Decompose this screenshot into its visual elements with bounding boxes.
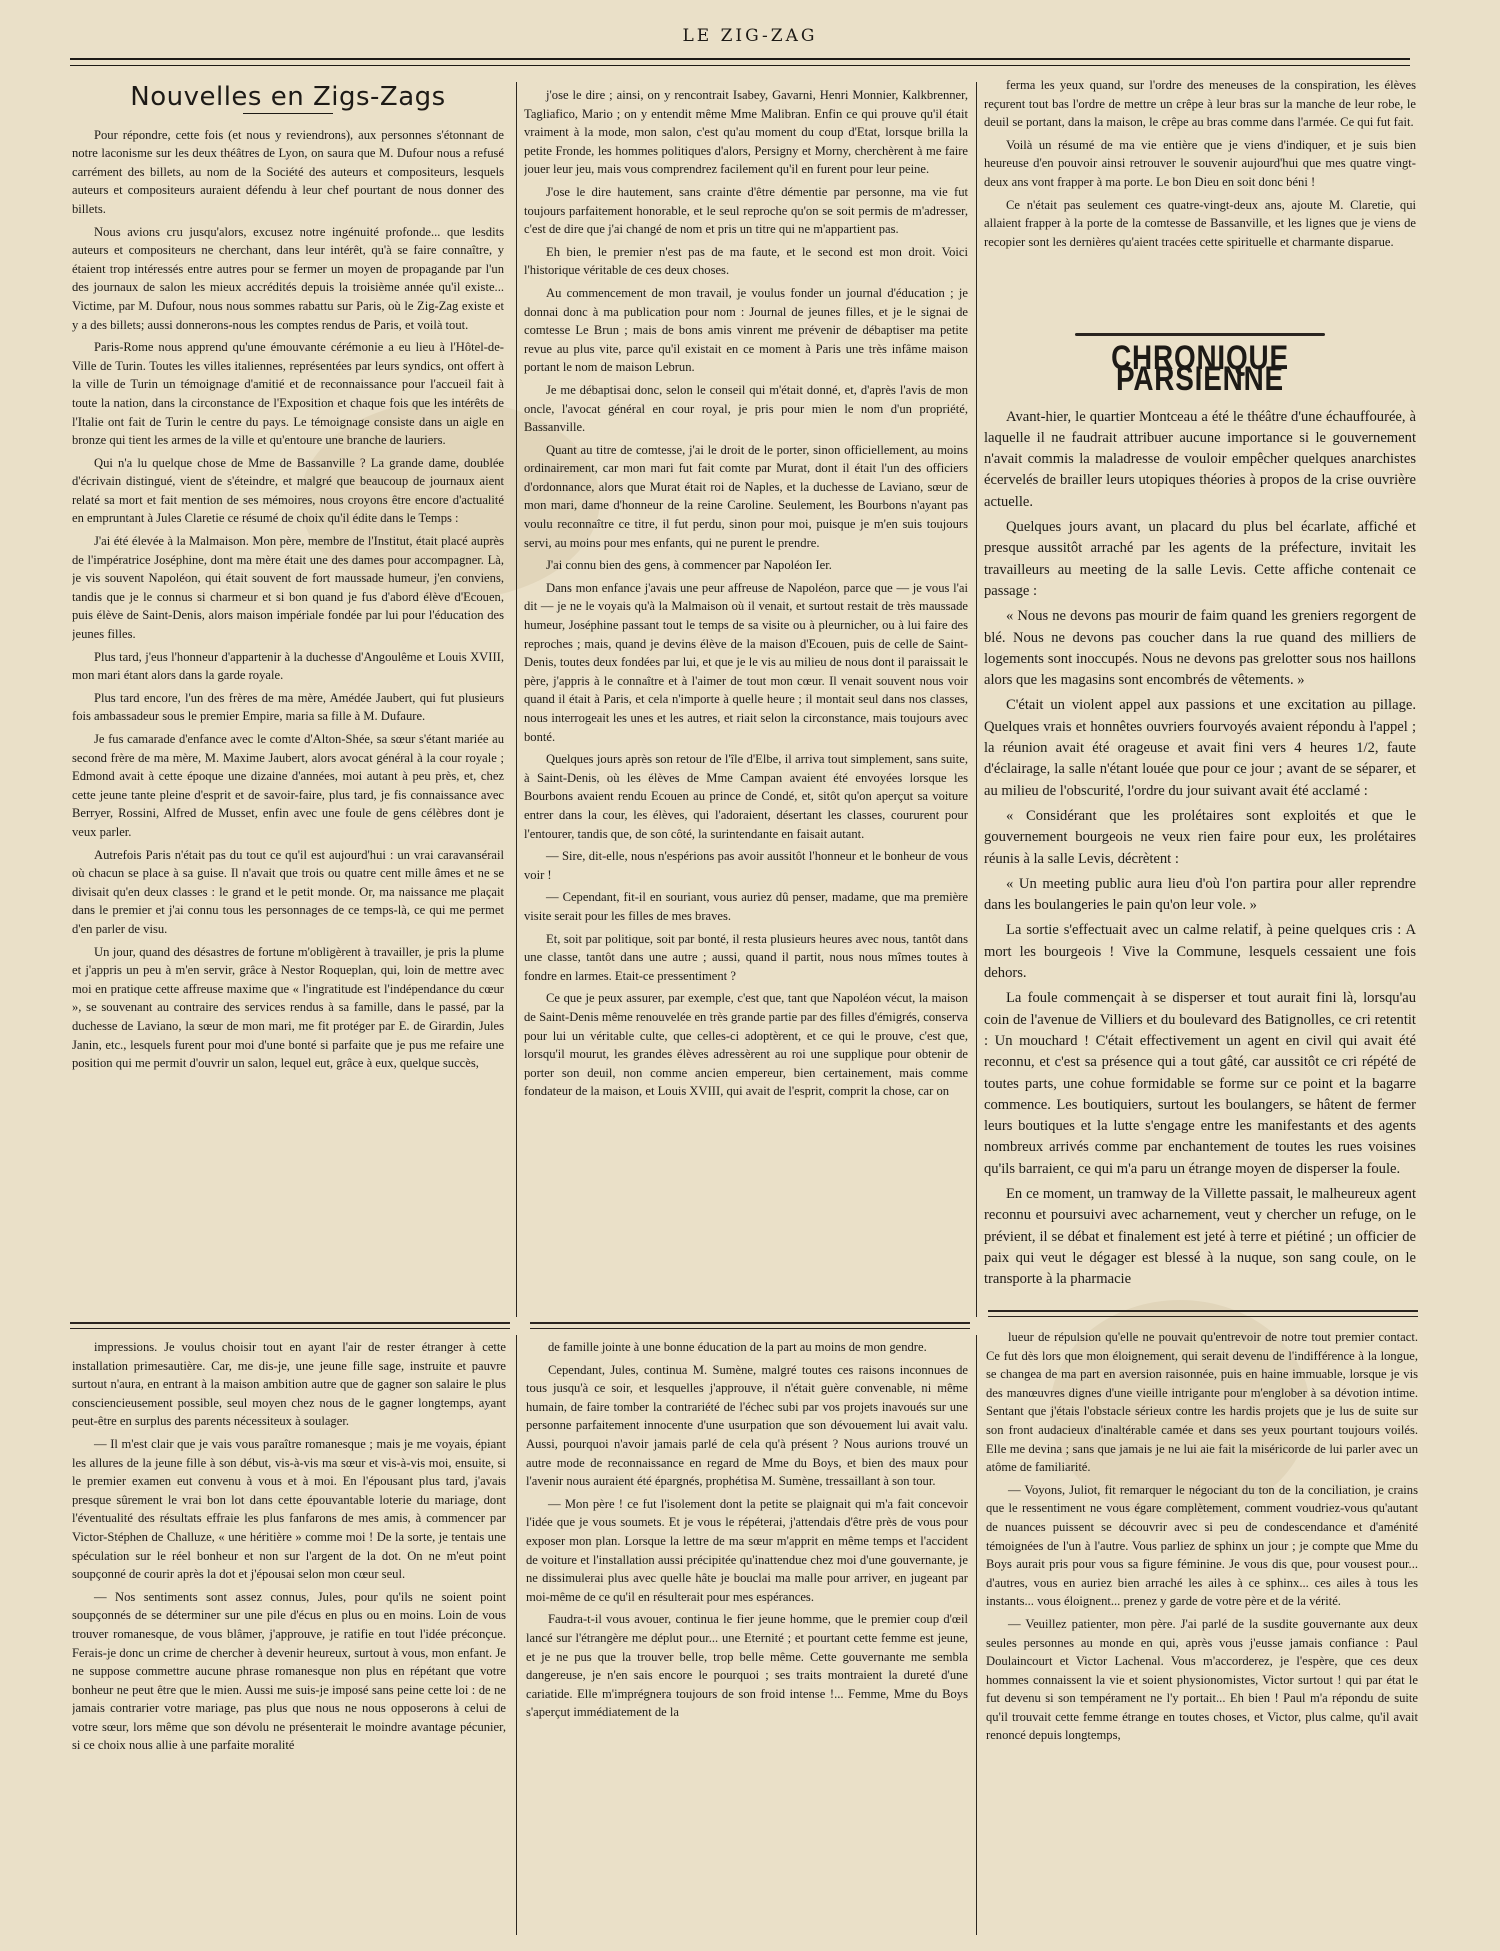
- column-divider: [976, 1335, 977, 1935]
- paragraph: « Considérant que les prolétaires sont exploités et que le gouvernement bourgeois ne veux rien faire pour eux, les prolétaires réunis à la salle Levis, décrètent :: [984, 807, 1416, 867]
- feuilleton-middle: [526, 1338, 968, 1938]
- paragraph: Cependant, Jules, continua M. Sumène, malgré toutes ces raisons inconnues de tous jusqu'à ce soir, et lesquelles j'approuve, il n'était guère convenable, ni même humain, de faire tomber la contrariété de l'échec subi par vos projets inavoués sur une personne parfaitement innocente d'une usurpation que son dévouement lui avait valu. Aussi, pourquoi n'avoir jamais parlé de cela qu'à présent ? Nous aurions trouvé un autre mode de reconnaissance en regard de Mme du Boys, et bien des maux pour l'avenir nous auraient été épargnés, prophétisa M. Sumène, tressaillant à son tour.: [526, 1362, 968, 1489]
- paragraph: ferma les yeux quand, sur l'ordre des meneuses de la conspiration, les élèves reçurent tout bas l'ordre de mettre un crêpe à leur bras sur la manche de leur robe, le deuil se portant, dans la maison, le crêpe au bras comme dans l'armée. Ce qui fut fait.: [984, 78, 1416, 130]
- paragraph: J'ai été élevée à la Malmaison. Mon père, membre de l'Institut, était placé auprès de l'impératrice Joséphine, dont ma mère était une des dames pour accompagner. Là, je vis souvent Napoléon, qui était souvent de fort maussade humeur, j'en conviens, tandis que je le connus si charmeur et si bon quand je fus d'abord élève d'Ecouen, puis élève de Saint-Denis, alors maison impériale fondée par lui pour l'éducation des jeunes filles.: [72, 534, 504, 642]
- paragraph: Plus tard encore, l'un des frères de ma mère, Amédée Jaubert, qui fut plusieurs fois ambassadeur sous le premier Empire, maria sa fille à M. Dufaure.: [72, 690, 504, 724]
- title-rule: [243, 113, 333, 114]
- paragraph: Faudra-t-il vous avouer, continua le fier jeune homme, que le premier coup d'œil lancé sur l'étrangère me déplut pour... une Eternité ; et pourtant cette femme est jeune, et je ne pus que la trouver belle, trop belle même. Cette gouvernante me sembla dangereuse, je n'en sais encore le pourquoi ; ses traits montraient la dureté d'une cariatide. Elle m'imprégnera toujours de son froid intense !... Femme, Mme du Boys s'aperçut immédiatement de la: [526, 1612, 968, 1720]
- column-right-top: [984, 76, 1416, 306]
- column-nouvelles: [72, 78, 504, 1316]
- column-divider: [976, 82, 977, 1317]
- paragraph: de famille jointe à une bonne éducation de la part au moins de mon gendre.: [548, 1340, 927, 1354]
- paragraph: j'ose le dire ; ainsi, on y rencontrait Isabey, Gavarni, Henri Monnier, Kalkbrenner, Tagliafico, Mario ; on y entendit même Mme Malibran. Enfin ce qui prouve qu'il était vraiment à la mode, mon salon, c'est qu'au moment du coup d'Etat, lorsque brilla la petite Fronde, les hommes politiques d'alors, Persigny et Morny, cherchèrent à me faire jouer leur jeu, mais vous comprendrez facilement qu'il en furent pour leur peine.: [524, 88, 968, 177]
- paragraph: Au commencement de mon travail, je voulus fonder un journal d'éducation ; je donnai donc à ma publication pour nom : Journal de jeunes filles, et je le signai de comtesse Le Brun ; mais de bons amis vinrent me prévenir de débaptiser ma petite revue au plus vite, parce qu'il existait en ce moment à Paris une très infâme maison portant le nom de maison Lebrun.: [524, 285, 968, 375]
- paragraph: Paris-Rome nous apprend qu'une émouvante cérémonie a eu lieu à l'Hôtel-de-Ville de Turin. Toutes les villes italiennes, représentées par leurs syndics, ont offert à la ville de Turin un témoignage d'amitié et de reconnaissance pour l'accueil fait à toute la nation, dans la circonstance de l'Exposition et chaque fois que les intérêts de l'Italie ont fait de Turin le centre du pays. Le témoignage consiste dans un aigle en bronze qui tient les armes de la ville et qu'entoure une branche de lauriers.: [72, 340, 504, 448]
- paragraph: Eh bien, le premier n'est pas de ma faute, et le second est mon droit. Voici l'historique véritable de ces deux choses.: [524, 244, 968, 278]
- paragraph: Je fus camarade d'enfance avec le comte d'Alton-Shée, sa sœur s'étant mariée au second frère de ma mère, M. Maxime Jaubert, alors avocat général à la cour royale ; Edmond avait à cette époque une dizaine d'années, moi autant à peu près, et, chez cette jeune tante pleine d'esprit et de savoir-faire, plus tard, je fis connaissance avec Berryer, Rossini, Alfred de Musset, enfin avec une foule de gens célèbres dont je veux parler.: [72, 732, 504, 839]
- paragraph: C'était un violent appel aux passions et une excitation au pillage. Quelques vrais et honnêtes ouvriers fourvoyés avaient répondu à l'appel ; la réunion avait été orageuse et avait fini vers 4 heures 1/2, faute d'éclairage, la salle n'étant louée que pour ce jour ; avant de se séparer, et au milieu de l'obscurité, l'ordre du jour suivant avait été acclamé :: [984, 697, 1416, 799]
- top-rule: [70, 58, 1410, 66]
- paragraph: Nous avions cru jusqu'alors, excusez notre ingénuité profonde... que lesdits auteurs et compositeurs ne cherchant, dans leur intérêt, qu'à se faire connaître, y étaient trop intéressés entre autres pour se fermer un moyen de propagande par l'un des journaux de salon les mieux accrédités depuis la troisième année qu'il existe... Victime, par M. Dufour, nous nous sommes rabattu sur Paris, où le Zig-Zag existe et y a des billets; aussi donnerons-nous les comptes rendus de Paris, et voilà tout.: [72, 224, 504, 332]
- column-divider: [516, 82, 517, 1317]
- paragraph: La foule commençait à se disperser et tout aurait fini là, lorsqu'au coin de l'avenue de Villiers et du boulevard des Batignolles, ce cri retentit : Un mouchard ! C'était effectivement un agent en civil qui avait été reconnu, et c'est sa présence qui a tout gâté, car aussitôt ce cri répété de toutes parts, une cohue formidable se forme sur ce point et la bagarre commence. Les boutiquiers, surtout les boulangers, se hâtent de fermer leurs boutiques et la lutte s'engage entre les manifestants et des agents nombreux arrivés comme par enchantement de toutes les rues voisines qu'ils barraient, ce qui m'a paru un étrange moyen de disperser la foule.: [984, 990, 1416, 1177]
- ornament-rule: [984, 324, 1416, 336]
- feuilleton-left: [72, 1338, 506, 1938]
- paragraph: Plus tard, j'eus l'honneur d'appartenir à la duchesse d'Angoulême et Louis XVIII, mon mari étant alors dans la garde royale.: [72, 649, 504, 683]
- section-rule: [530, 1322, 970, 1329]
- feuilleton-right: [986, 1328, 1418, 1938]
- paragraph: Qui n'a lu quelque chose de Mme de Bassanville ? La grande dame, doublée d'écrivain distingué, vient de s'éteindre, et malgré que beaucoup de journaux aient relaté sa mort et fait mention de ses mémoires, nous croyons être encore d'actualité en empruntant à Jules Claretie ce résumé de choix qu'il édite dans le Temps :: [72, 455, 504, 526]
- paragraph: J'ai connu bien des gens, à commencer par Napoléon Ier.: [546, 558, 832, 573]
- paragraph: « Nous ne devons pas mourir de faim quand les greniers regorgent de blé. Nous ne devons pas coucher dans la rue quand des milliers de logements sont inoccupés. Nous ne devons pas grelotter sous nos haillons alors que les magasins sont encombrés de vêtements. »: [984, 608, 1416, 689]
- paragraph: — Mon père ! ce fut l'isolement dont la petite se plaignait qui m'a fait concevoir l'idée que je vous soumets. Et je vous le répéterai, j'attendais d'être près de vous pour exposer mon plan. Lorsque la lettre de ma sœur m'apprit en même temps et l'accident de voiture et l'installation aussi précipitée qu'inattendue chez moi d'une gouvernante, je ne dissimulerai plus avec quelle hâte je bouclai ma malle pour arriver, en jugeant par moi-même de ce qu'il en résulterait pour mes espérances.: [526, 1496, 968, 1604]
- column-memoires: [524, 86, 968, 1316]
- paragraph: Ce n'était pas seulement ces quatre-vingt-deux ans, ajoute M. Claretie, qui allaient frapper à la porte de la comtesse de Bassanville, et les lignes que je viens de recopier sont les dernières qu'aient tracées cette spirituelle et charmante disparue.: [984, 197, 1416, 249]
- paragraph: Ce que je peux assurer, par exemple, c'est que, tant que Napoléon vécut, la maison de Saint-Denis même renouvelée en très grande partie par des filles d'émigrés, conserva pour lui un véritable culte, que celles-ci adoptèrent, et ce qui le prouve, c'est que, lorsqu'il mourut, les grandes élèves adressèrent au roi une supplique pour obtenir de porter son deuil, non comme ancien empereur, bien certainement, mais comme fondateur de la maison, et Louis XVIII, qui avait de l'esprit, comprit la chose, car on: [524, 991, 968, 1099]
- paragraph: Dans mon enfance j'avais une peur affreuse de Napoléon, parce que — je vous l'ai dit — je ne le voyais qu'à la Malmaison où il venait, et surtout restait de très maussade humeur, Joséphine passant tout le temps de sa visite ou à pleurnicher, ou à lui faire des reproches ; mais, quand je devins élève de la maison d'Ecouen, puis de celle de Saint-Denis, toutes deux fondées par lui, et que je le vis au milieu de nous dont il paraissait le père, j'appris à le connaître et à l'aimer de tout mon cœur. Il venait souvent nous voir quand il était à Paris, et cela n'importe à quelle heure ; il montait seul dans nos classes, nous interrogeait les unes et les autres, et riait selon la circonstance, mais toujours avec bonté.: [524, 580, 968, 744]
- paragraph: En ce moment, un tramway de la Villette passait, le malheureux agent reconnu et poursuivi avec acharnement, veut y chercher un refuge, on le prévient, il se débat et finalement est jeté à terre et piétiné ; un officier de paix qui veut le dégager est blessé à la nuque, son sang coule, on le transporte à la pharmacie: [984, 1185, 1416, 1288]
- paragraph: — Cependant, fit-il en souriant, vous auriez dû penser, madame, que ma première visite serait pour les filles de mes braves.: [524, 890, 968, 923]
- paragraph: Quelques jours après son retour de l'île d'Elbe, il arriva tout simplement, sans suite, à Saint-Denis, où les élèves de Mme Campan avaient été envoyées lorsque les Bourbons avaient rendu Ecouen au prince de Condé, et, sitôt qu'on aperçut sa voiture entrer dans la cour, les élèves, qui l'adoraient, désertant les classes, coururent pour l'entourer, tandis que, de son côté, la surintendante en faisait autant.: [524, 752, 968, 841]
- paragraph: Et, soit par politique, soit par bonté, il resta plusieurs heures avec nous, tantôt dans une classe, tantôt dans une autre ; aussi, quand il partit, nous nous mîmes toutes à fondre en larmes. Etait-ce pressentiment ?: [524, 931, 968, 983]
- section-title-chronique: CHRONIQUE PARSIENNE: [1111, 339, 1289, 399]
- paragraph: — Veuillez patienter, mon père. J'ai parlé de la susdite gouvernante aux deux seules personnes au monde en qui, après vous j'eusse jamais confiance : Paul Doulaincourt et Victor Lachenal. Vous m'accorderez, je l'espère, que ces deux hommes connaissent la vie et soient physionomistes, Victor surtout ! qui par état le fut devenu si son tempérament ne l'y portait... Eh bien ! Paul m'a répondu de suite qu'il trouvait cette femme étrange en toutes choses, et Victor, plus calme, qu'il avait renoncé depuis longtemps,: [986, 1616, 1418, 1743]
- paragraph: — Sire, dit-elle, nous n'espérions pas avoir aussitôt l'honneur et le bonheur de vous voir !: [524, 849, 968, 882]
- section-rule: [988, 1310, 1418, 1317]
- paragraph: Quelques jours avant, un placard du plus bel écarlate, affiché et presque aussitôt arraché par les agents de la préfecture, invitait les travailleurs au meeting de la salle Levis. Cette affiche contenait ce passage :: [984, 519, 1416, 599]
- paragraph: impressions. Je voulus choisir tout en ayant l'air de rester étranger à cette installation primesautière. Car, me dis-je, une jeune fille sage, instruite et pauvre surtout n'aura, en entrant à la maison ambition autre que de gagner son salaire le plus consciencieusement possible, seul moyen chez nous de le gagner longtemps, ayant peut-être en surplus des parents nécessiteux à soulager.: [72, 1340, 506, 1429]
- paragraph: « Un meeting public aura lieu d'où l'on partira pour aller reprendre dans les boulangeries le pain qu'on leur vole. »: [984, 875, 1416, 914]
- paragraph: Un jour, quand des désastres de fortune m'obligèrent à travailler, je pris la plume et j'appris un peu à m'en servir, grâce à Nestor Roqueplan, qui, loin de mettre avec moi en pratique cette affreuse maxime que « l'ingratitude est l'indépendance du cœur », se souvenant au contraire des services rendus à sa famille, dans le passé, par la duchesse de Laviano, la sœur de mon mari, me fit protéger par E. de Girardin, Jules Janin, etc., lesquels furent pour moi d'une bonté si parfaite que je pus me refaire une position qui me permit d'ouvrir un salon, lequel eut, grâce à eux, quelque succès,: [72, 944, 504, 1071]
- column-divider: [516, 1335, 517, 1935]
- section-rule: [70, 1322, 510, 1329]
- paragraph: Avant-hier, le quartier Montceau a été le théâtre d'une échauffourée, à laquelle il ne faudrait attribuer aucune importance si le gouvernement n'avait commis la maladresse de vouloir empêcher quelques anarchistes écervelés de brailler leurs utopiques théories à propos de la crise ouvrière actuelle.: [984, 408, 1416, 510]
- section-title-nouvelles: Nouvelles en Zigs-Zags: [130, 82, 446, 112]
- column-chronique: [984, 338, 1416, 1308]
- paragraph: La sortie s'effectuait avec un calme relatif, à peine quelques cris : A mort les bourgeois ! Vive la Commune, lesquels cessaient une fois dehors.: [984, 922, 1416, 982]
- paragraph: Quant au titre de comtesse, j'ai le droit de le porter, sinon officiellement, au moins ordinairement, car mon mari fut fait comte par Murat, dont il était l'un des officiers d'ordonnance, alors que Murat était roi de Naples, et la duchesse de Laviano, sœur de mon mari, dame d'honneur de la reine Caroline. Seulement, les Bourbons n'ayant pas voulu reconnaître ce titre, il fut perdu, sinon pour moi, puisque je m'en suis toujours servi, au moins pour mes enfants, qui ne purent le prendre.: [524, 442, 968, 550]
- paragraph: — Voyons, Juliot, fit remarquer le négociant du ton de la conciliation, je crains que le ressentiment ne vous égare complètement, comment voudriez-vous qu'autant de nuances puissent se découvrir avec si peu de condescendance et d'aménité témoignées de l'un à l'autre. Vous parliez de sphinx un jour ; je compte que Mme du Boys aurait pris pour vous sa figure féminine. Je vous dis que, pour vousest pour... d'autres, vous en auriez bien arraché les ailes à ce sphinx... ces ailes à tous les instants... vous éloignent... prenez y garde de votre père et de la vérité.: [986, 1482, 1418, 1609]
- masthead: LE ZIG-ZAG: [682, 26, 818, 46]
- paragraph: Autrefois Paris n'était pas du tout ce qu'il est aujourd'hui : un vrai caravansérail où chacun se place à sa guise. Il n'avait que trois ou quatre cent mille âmes et ne se divisait qu'en deux classes : le grand et le petit monde. Or, ma naissance me plaçait dans le premier et j'ai connu tous les personnages de ce temps-là, ce qui me permet d'en parler de visu.: [72, 847, 504, 936]
- paragraph: J'ose le dire hautement, sans crainte d'être démentie par personne, ma vie fut toujours parfaitement honorable, et le seul reproche qu'on se soit permis de m'adresser, c'est de dire que j'ai changé de nom et pris un titre qui ne m'appartient pas.: [524, 184, 968, 237]
- paragraph: lueur de répulsion qu'elle ne pouvait qu'entrevoir de notre tout premier contact. Ce fut dès lors que mon éloignement, qui serait devenu de l'indifférence à la longue, se changea de ma part en aversion raisonnée, puis en haine immuable, lorsque je vis des manœuvres dignes d'une vieille intrigante pour m'englober à sa dévotion intime. Sentant que j'étais l'obstacle sérieux contre les hardis projets que je lus de suite sur son front audacieux d'inaltérable camée et dans ses yeux pourtant toujours voilés. Elle me devina ; sans que jamais je ne lui aie fait la miséricorde de lui parler avec un atôme de familiarité.: [986, 1330, 1418, 1475]
- paragraph: Je me débaptisai donc, selon le conseil qui m'était donné, et, d'après l'avis de mon oncle, l'avocat général en cour royal, je pris pour mien le nom d'un propriété, Bassanville.: [524, 382, 968, 435]
- paragraph: Pour répondre, cette fois (et nous y reviendrons), aux personnes s'étonnant de notre laconisme sur les deux théâtres de Lyon, on saura que M. Dufour nous a refusé carrément des billets, au nom de la Société des auteurs et compositeurs, lesquels auteurs et compositeurs auraient défendu à leur chef pourtant de nous donner des billets.: [72, 127, 504, 216]
- paragraph: — Il m'est clair que je vais vous paraître romanesque ; mais je me voyais, épiant les allures de la jeune fille à son début, vis-à-vis ma sœur et vis-à-vis moi, ensuite, si le premier examen eut convenu à vous et à moi. En l'épousant plus tard, j'avais presque sûrement le vrai bon lot dans cette épouvantable loterie du mariage, dont l'éventualité des résultats effraie les plus fanfarons de mes amis, à commencer par Victor-Stéphen de Challuze, « une héritière » comme moi ! De la sorte, je tentais une spéculation sur le réel bonheur et non sur l'argent de la dot. On ne m'eut point soupçonné de courir après la dot et j'épousai selon mon cœur seul.: [72, 1436, 506, 1582]
- paragraph: — Nos sentiments sont assez connus, Jules, pour qu'ils ne soient point soupçonnés de se déterminer sur une pile d'écus en plus ou en moins. Loin de vous trouver romanesque, de vous blâmer, j'approuve, je ratifie en tout l'idée préconçue. Ferais-je donc un crime de chercher à devenir heureux, surtout à vous, mon enfant. Je ne suppose commettre aucune phrase romanesque non plus en répétant que votre bonheur ne peut être que le mien. Aussi me suis-je imposé sans peine cette loi : de ne jamais contrarier votre mariage, pas plus que nous ne nous opposerons à celui de votre sœur, lors même que son dévolu ne présenterait le moindre avantage pécunier, si ce choix nous allie à une parfaite moralité: [72, 1589, 506, 1753]
- paragraph: Voilà un résumé de ma vie entière que je viens d'indiquer, et je suis bien heureuse d'en pouvoir ainsi retrouver le souvenir aujourd'hui que mes quatre vingt-deux ans vont frapper à ma porte. Le bon Dieu en soit donc béni !: [984, 137, 1416, 189]
